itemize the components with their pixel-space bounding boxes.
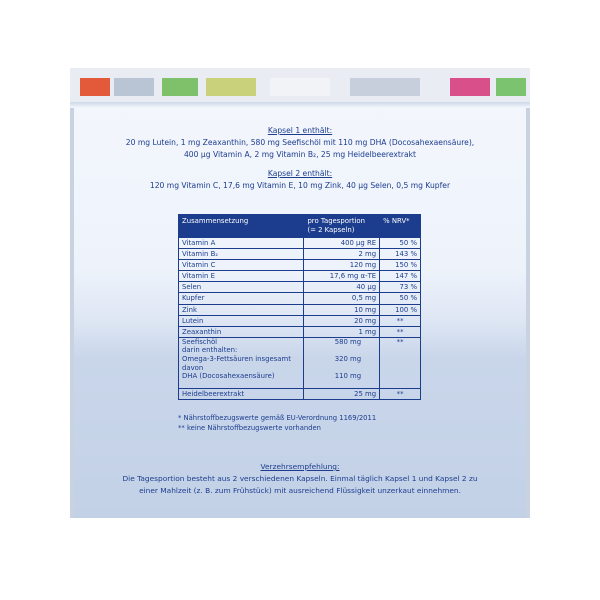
row-nrv: 50 % (380, 238, 421, 249)
dha-label: DHA (Docosahexaensäure) (182, 372, 275, 381)
row-name: Zink (179, 304, 304, 315)
flap-print-grey (114, 78, 154, 96)
flap-print-yellow (206, 78, 256, 96)
row-name: Selen (179, 282, 304, 293)
flap-print-green-2 (496, 78, 526, 96)
nutrition-table-header-row (179, 215, 421, 238)
row-nrv: 147 % (380, 271, 421, 282)
kapsel-1-line-1: 20 mg Lutein, 1 mg Zeaxanthin, 580 mg Seefischöl mit 110 mg DHA (Docosahexaensäure), (125, 138, 475, 147)
table-row-seefischoel (179, 337, 421, 388)
row-amount: 25 mg (304, 388, 380, 399)
row-nrv: ** (380, 326, 421, 337)
seefischoel-nrv: ** (380, 337, 421, 388)
seefischoel-contained-label: darin enthalten: (182, 346, 238, 355)
row-nrv: 73 % (380, 282, 421, 293)
table-row (179, 304, 421, 315)
row-amount: 400 µg RE (304, 238, 380, 249)
usage-heading: Verzehrsempfehlung: (260, 462, 340, 471)
row-name: Vitamin B₂ (179, 249, 304, 260)
kapsel-2-section (70, 168, 530, 192)
kapsel-1-heading: Kapsel 1 enthält: (267, 126, 333, 135)
omega-3-amount: 320 mg (334, 355, 362, 364)
flap-print-pink (450, 78, 490, 96)
row-amount: 1 mg (304, 326, 380, 337)
davon-label: davon (182, 363, 204, 372)
seefischoel-amount-cell (304, 337, 380, 388)
seefischoel-amount-spacer-2 (307, 364, 361, 373)
row-name: Heidelbeerextrakt (179, 388, 304, 399)
seefischoel-label: Seefischöl (182, 337, 218, 346)
kapsel-2-heading: Kapsel 2 enthält: (267, 169, 333, 178)
footnote-1: * Nährstoffbezugswerte gemäß EU-Verordnung 1169/2011 (178, 414, 377, 422)
header-per-daily-portion-line-1: pro Tagesportion (307, 217, 366, 225)
row-amount: 17,6 mg α-TE (304, 271, 380, 282)
flap-print-blue-grey (350, 78, 420, 96)
table-row (179, 282, 421, 293)
row-amount: 20 mg (304, 315, 380, 326)
table-row (179, 326, 421, 337)
product-box-back (70, 68, 530, 518)
kapsel-2-line-1: 120 mg Vitamin C, 17,6 mg Vitamin E, 10 mg Zink, 40 µg Selen, 0,5 mg Kupfer (149, 181, 451, 190)
row-nrv: ** (380, 315, 421, 326)
usage-line-1: Die Tagesportion besteht aus 2 verschiedenen Kapseln. Einmal täglich Kapsel 1 und Kapsel 2 zu (122, 474, 478, 483)
seefischoel-amount-spacer (307, 346, 361, 355)
kapsel-1-section (70, 125, 530, 161)
footnotes (178, 414, 478, 433)
flap-print-white (270, 78, 330, 96)
row-nrv: 100 % (380, 304, 421, 315)
usage-recommendation (70, 461, 530, 497)
row-name: Vitamin E (179, 271, 304, 282)
table-row (179, 238, 421, 249)
row-name: Zeaxanthin (179, 326, 304, 337)
seefischoel-amount: 580 mg (334, 337, 362, 346)
table-row (179, 260, 421, 271)
row-name: Kupfer (179, 293, 304, 304)
row-name: Lutein (179, 315, 304, 326)
flap-print-red (80, 78, 110, 96)
nutrition-table (178, 214, 421, 400)
box-top-flap (70, 68, 530, 102)
flap-print-green (162, 78, 198, 96)
header-per-daily-portion (304, 215, 380, 238)
footnote-2: ** keine Nährstoffbezugswerte vorhanden (178, 423, 321, 432)
row-nrv: 50 % (380, 293, 421, 304)
table-row (179, 315, 421, 326)
row-nrv: 143 % (380, 249, 421, 260)
row-name: Vitamin A (179, 238, 304, 249)
kapsel-1-line-2: 400 µg Vitamin A, 2 mg Vitamin B₂, 25 mg Heidelbeerextrakt (183, 150, 417, 159)
dha-amount: 110 mg (334, 372, 362, 381)
table-row (179, 271, 421, 282)
flap-edge-shadow (70, 102, 530, 108)
omega-3-label: Omega-3-Fettsäuren insgesamt (182, 355, 291, 364)
row-amount: 0,5 mg (304, 293, 380, 304)
header-composition: Zusammensetzung (179, 215, 304, 238)
header-nrv: % NRV* (380, 215, 421, 238)
table-row (179, 293, 421, 304)
row-nrv: 150 % (380, 260, 421, 271)
row-name: Vitamin C (179, 260, 304, 271)
seefischoel-name-cell (179, 337, 304, 388)
usage-line-2: einer Mahlzeit (z. B. zum Frühstück) mit ausreichend Flüssigkeit unzerkaut einnehmen. (139, 486, 461, 495)
table-row (179, 388, 421, 399)
row-amount: 10 mg (304, 304, 380, 315)
row-amount: 120 mg (304, 260, 380, 271)
header-per-daily-portion-line-2: (= 2 Kapseln) (307, 226, 355, 234)
row-amount: 40 µg (304, 282, 380, 293)
table-row (179, 249, 421, 260)
row-nrv: ** (380, 388, 421, 399)
row-amount: 2 mg (304, 249, 380, 260)
